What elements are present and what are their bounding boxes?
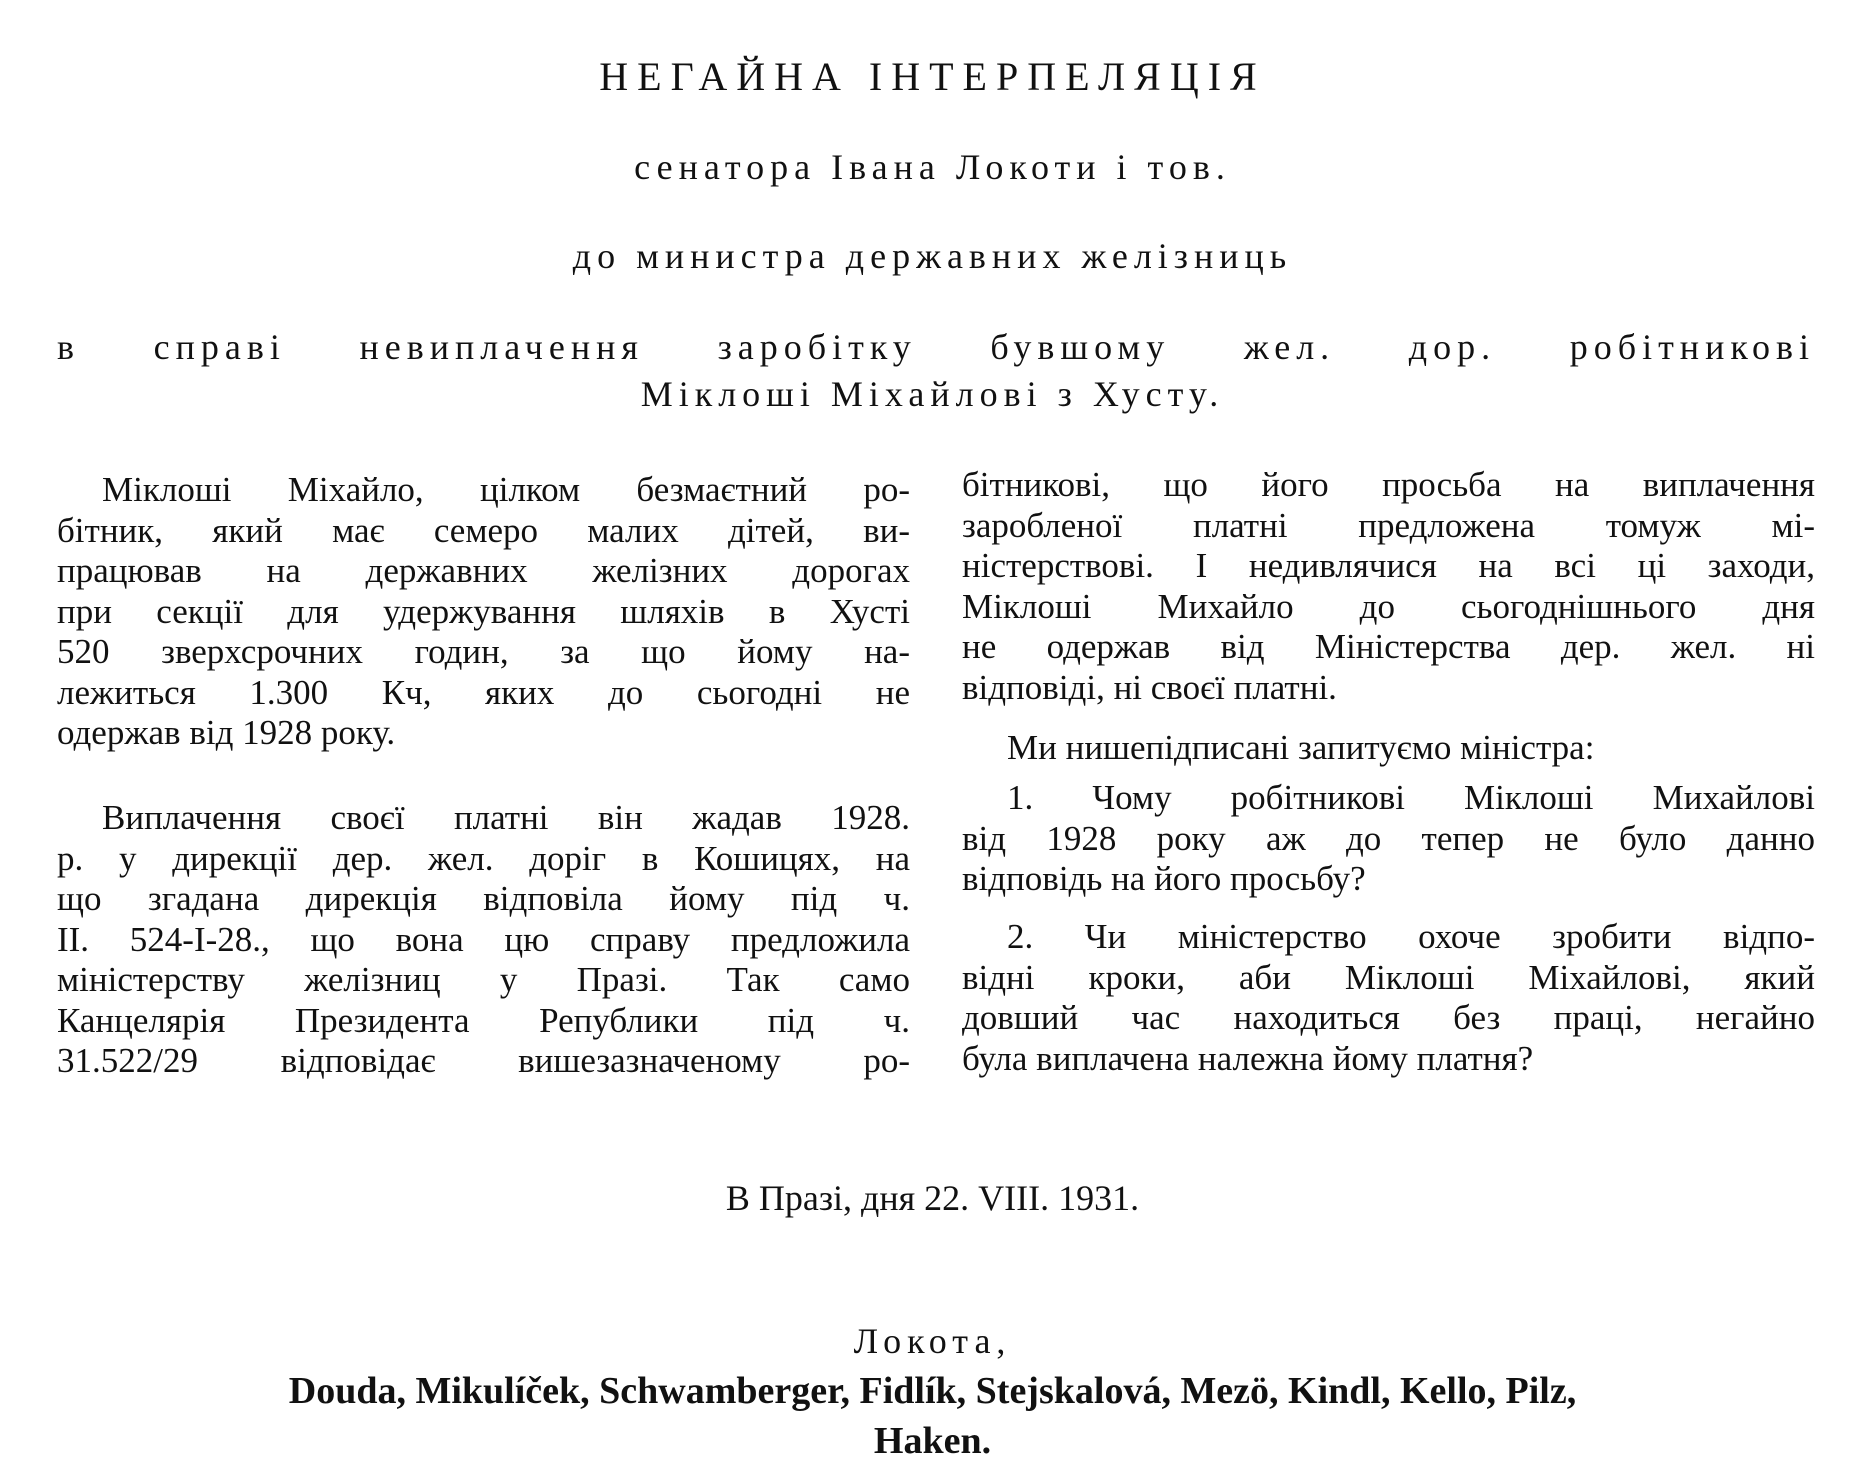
addressee-line: до министра державних желізниць — [572, 236, 1293, 276]
text-line: р. у дирекції дер. жел. доріг в Кошицях, на — [57, 838, 910, 878]
text-line: 31.522/29 відповідає вишезазначеному ро- — [57, 1041, 910, 1080]
text-line: лежиться 1.300 Кч, яких до сьогодні не — [57, 672, 910, 712]
right-paragraph-1 — [962, 465, 1815, 708]
text-line: Міклоші Міхайло, цілком безмаєтний ро- — [102, 470, 910, 509]
text-line: була виплачена належна йому платня? — [962, 1038, 1534, 1078]
text-line: відні кроки, аби Міклоші Міхайлові, який — [962, 957, 1815, 997]
text-line: 1. Чому робітникові Міклоші Михайлові — [1007, 778, 1815, 817]
questions-intro — [962, 728, 1815, 769]
text-line: 2. Чи міністерство охоче зробити відпо- — [1007, 917, 1815, 956]
author-line: сенатора Івана Локоти і тов. — [634, 147, 1231, 187]
text-line: заробленої платні предложена томуж мі- — [962, 505, 1815, 545]
question-1 — [962, 778, 1815, 900]
text-line: відповіді, ні своєї платні. — [962, 667, 1337, 707]
text-line: не одержав від Міністерства дер. жел. ні — [962, 627, 1815, 666]
subject-line-2: Міклоші Міхайлові з Хусту. — [640, 374, 1225, 414]
text-line: відповідь на його просьбу? — [962, 859, 1366, 898]
cosigners-line-2: Haken. — [873, 1420, 992, 1462]
text-line: Міклоші Михайло до сьогоднішнього дня — [962, 586, 1815, 626]
text-line: бітник, який має семеро малих дітей, ви- — [57, 510, 910, 550]
text-line: ністерствові. І недивлячися на всі ці заходи, — [962, 546, 1815, 585]
text-line: довший час находиться без праці, негайно — [962, 998, 1815, 1037]
text-line: II. 524-I-28., що вона цю справу предложила — [57, 919, 910, 959]
text-line: працював на державних желізних дорогах — [57, 551, 910, 590]
text-line: міністерству желізниц у Празі. Так само — [57, 960, 910, 999]
left-paragraph-1 — [57, 470, 910, 754]
document-title: НЕГАЙНА ІНТЕРПЕЛЯЦІЯ — [599, 54, 1266, 99]
text-line: що згадана дирекція відповіла йому під ч. — [57, 879, 910, 918]
signatory: Локота, — [853, 1321, 1012, 1361]
text-line: Ми нишепідписані запитуємо міністра: — [1007, 728, 1595, 767]
left-paragraph-2 — [57, 798, 910, 1082]
cosigners-line-1: Douda, Mikulíček, Schwamberger, Fidlík, Stejskalová, Mezö, Kindl, Kello, Pilz, — [288, 1370, 1577, 1412]
text-line: бітникові, що його просьба на виплачення — [962, 465, 1815, 504]
text-line: від 1928 року аж до тепер не було данно — [962, 818, 1815, 858]
question-2 — [962, 917, 1815, 1079]
text-line: 520 зверхсрочних годин, за що йому на- — [57, 632, 910, 671]
text-line: при секції для удержування шляхів в Хусті — [57, 591, 910, 631]
place-date: В Празі, дня 22. VIII. 1931. — [725, 1178, 1140, 1218]
text-line: Канцелярія Президента Републики під ч. — [57, 1000, 910, 1040]
subject-line-1 — [57, 327, 1815, 368]
text-line: Виплачення своєї платні він жадав 1928. — [102, 798, 910, 837]
subject-text: в справі невиплачення заробітку бувшому жел. дор. робітникові — [57, 327, 1815, 367]
text-line: одержав від 1928 року. — [57, 713, 396, 752]
